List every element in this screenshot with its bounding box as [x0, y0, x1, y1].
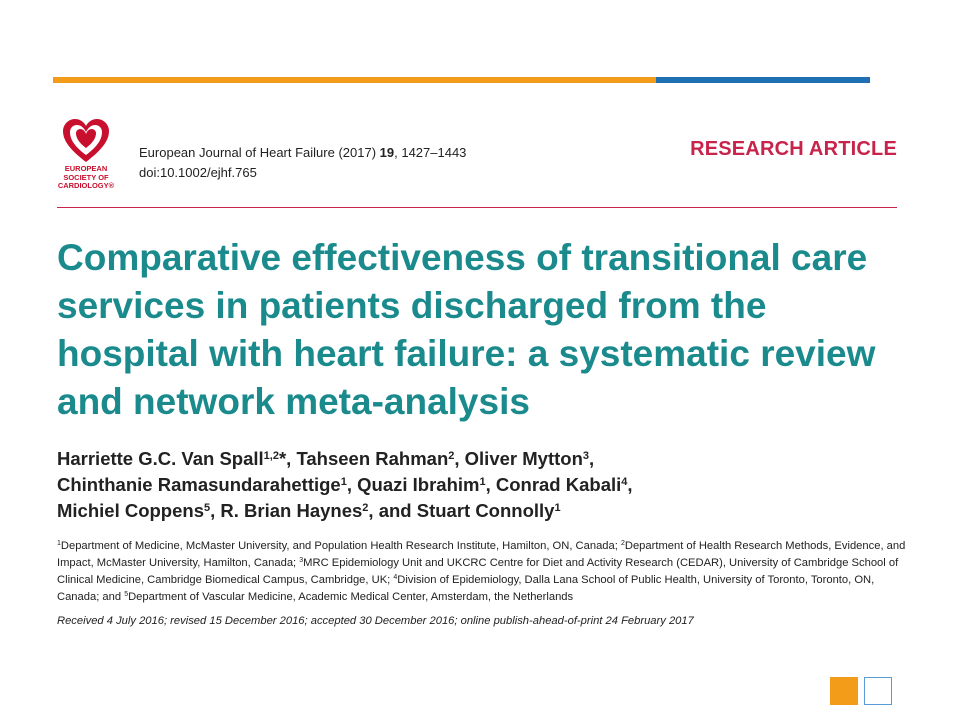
top-accent-bar-orange	[53, 77, 656, 83]
esc-logo	[55, 118, 117, 200]
journal-volume: 19	[379, 145, 395, 160]
author: Tahseen Rahman$^2$,	[296, 448, 465, 469]
received-dates: Received 4 July 2016; revised 15 December 2016; accepted 30 December 2016; online publish-ahead-of-print 24 February 2017	[57, 615, 694, 627]
header-divider	[57, 207, 897, 208]
heart-logo-icon	[61, 118, 111, 164]
top-accent-bar	[53, 77, 870, 83]
author: Oliver Mytton$^3$,	[464, 448, 595, 469]
journal-citation	[139, 143, 466, 183]
affiliation: $^4$Division of Epidemiology, Dalla Lana School of Public Health, University of Toronto, Toronto, ON, Canada; and	[57, 574, 875, 603]
affiliation: $^1$Department of Medicine, McMaster University, and Population Health Research Institute, Hamilton, ON, Canada;	[57, 540, 621, 552]
doi: doi:10.1002/ejhf.765	[139, 165, 257, 180]
author: Quazi Ibrahim$^1$,	[357, 474, 496, 495]
next-slide-button[interactable]	[864, 677, 892, 705]
author: R. Brian Haynes$^2$, and	[220, 500, 417, 521]
paper-title: Comparative effectiveness of transitional care services in patients discharged from the hospital with heart failure: a systematic review and network meta-analysis	[57, 237, 876, 422]
author: Michiel Coppens$^5$,	[57, 500, 221, 521]
article-type-label: RESEARCH ARTICLE	[690, 138, 897, 160]
author: Conrad Kabali$^4$,	[495, 474, 633, 495]
author-list	[57, 446, 917, 524]
citation-line	[139, 143, 466, 163]
previous-slide-button[interactable]	[830, 677, 858, 705]
affiliation: $^3$MRC Epidemiology Unit and UKCRC Centre for Diet and Activity Research (CEDAR), University of Cambridge School of Clinical Medicine, Cambridge Biomedical Campus, Cambridge, UK;	[57, 557, 899, 586]
journal-pages: , 1427–1443	[394, 145, 467, 160]
journal-name: European Journal of Heart Failure (2017)	[139, 145, 380, 160]
logo-line-3: CARDIOLOGY®	[57, 181, 115, 190]
affiliation: $^2$Department of Health Research Methods, Evidence, and Impact, McMaster University, Hamilton, Canada;	[57, 540, 906, 569]
author: Harriette G.C. Van Spall$^{1,2}$*,	[57, 448, 297, 469]
logo-line-1: EUROPEAN	[64, 164, 108, 173]
author: Stuart Connolly$^1$	[416, 500, 561, 521]
author: Chinthanie Ramasundarahettige$^1$,	[57, 474, 358, 495]
affiliations	[57, 538, 907, 606]
affiliation: $^5$Department of Vascular Medicine, Academic Medical Center, Amsterdam, the Netherlands	[124, 591, 574, 603]
top-accent-bar-blue	[656, 77, 870, 83]
logo-line-2: SOCIETY OF	[63, 172, 109, 182]
